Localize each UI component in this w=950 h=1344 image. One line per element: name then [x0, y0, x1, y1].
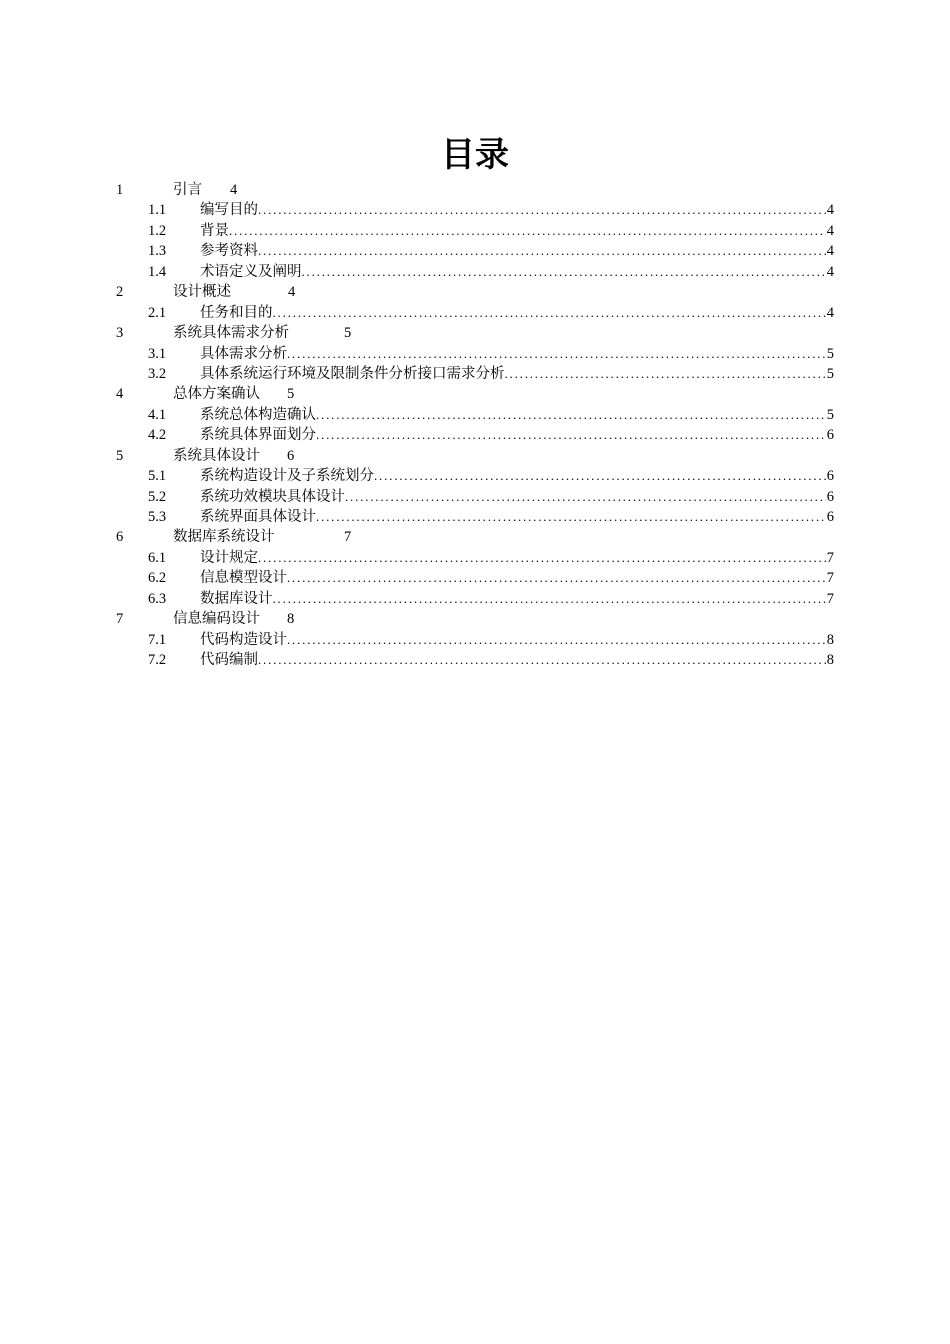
toc-subsection-number: 5.2	[148, 488, 167, 505]
toc-subsection-1.2[interactable]	[0, 221, 950, 241]
toc-subsection-page: 7	[826, 549, 834, 566]
toc-subsection-5.2[interactable]	[0, 487, 950, 507]
dot-leader	[258, 200, 826, 220]
toc-subsection-title: 数据库设计	[200, 590, 273, 607]
toc-section-7[interactable]	[0, 609, 950, 629]
toc-section-6[interactable]	[0, 527, 950, 547]
toc-subsection-number: 5.1	[148, 468, 167, 485]
toc-subsection-7.2[interactable]	[0, 650, 950, 670]
toc-entry-line	[200, 487, 834, 507]
toc-subsection-page: 6	[826, 488, 834, 505]
dot-leader	[505, 364, 826, 384]
toc-subsection-page: 4	[826, 243, 834, 260]
table-of-contents	[0, 180, 950, 671]
toc-section-title: 信息编码设计	[173, 611, 260, 628]
toc-subsection-3.1[interactable]	[0, 344, 950, 364]
toc-subsection-6.3[interactable]	[0, 589, 950, 609]
toc-entry-line	[200, 589, 834, 609]
toc-entry-line	[200, 344, 834, 364]
toc-subsection-title: 参考资料	[200, 243, 258, 260]
toc-entry-line	[200, 425, 834, 445]
toc-section-5[interactable]	[0, 446, 950, 466]
dot-leader	[316, 425, 826, 445]
toc-entry-line	[200, 630, 834, 650]
toc-subsection-number: 7.1	[148, 631, 167, 648]
toc-subsection-number: 4.1	[148, 406, 167, 423]
toc-section-3[interactable]	[0, 323, 950, 343]
toc-section-title: 设计概述	[173, 284, 231, 301]
toc-subsection-1.3[interactable]	[0, 241, 950, 261]
toc-entry-line	[200, 507, 834, 527]
toc-section-title: 系统具体需求分析	[173, 325, 289, 342]
dot-leader	[258, 548, 826, 568]
toc-subsection-number: 6.1	[148, 549, 167, 566]
toc-subsection-4.2[interactable]	[0, 425, 950, 445]
toc-subsection-6.2[interactable]	[0, 568, 950, 588]
toc-section-page: 5	[344, 325, 352, 342]
toc-subsection-title: 编写目的	[200, 202, 258, 219]
toc-section-title: 引言	[173, 182, 202, 198]
toc-subsection-title: 具体需求分析	[200, 345, 287, 362]
toc-subsection-number: 7.2	[148, 652, 167, 669]
toc-subsection-title: 术语定义及阐明	[200, 263, 302, 280]
toc-subsection-page: 4	[826, 263, 834, 280]
toc-subsection-number: 6.3	[148, 590, 167, 607]
toc-entry-line	[200, 241, 834, 261]
toc-section-2[interactable]	[0, 282, 950, 302]
toc-section-page: 8	[287, 611, 295, 628]
toc-subsection-title: 设计规定	[200, 549, 258, 566]
dot-leader	[287, 630, 826, 650]
toc-entry-line	[200, 364, 834, 384]
toc-entry-line	[200, 548, 834, 568]
toc-subsection-6.1[interactable]	[0, 548, 950, 568]
toc-subsection-7.1[interactable]	[0, 630, 950, 650]
toc-entry-line	[200, 262, 834, 282]
toc-section-page: 6	[287, 447, 295, 464]
toc-section-number: 5	[116, 447, 124, 464]
dot-leader	[302, 262, 826, 282]
toc-subsection-3.2[interactable]	[0, 364, 950, 384]
toc-entry-line	[200, 221, 834, 241]
toc-section-page: 7	[344, 529, 352, 546]
dot-leader	[229, 221, 826, 241]
toc-section-number: 4	[116, 386, 124, 403]
toc-section-number: 3	[116, 325, 124, 342]
toc-subsection-1.1[interactable]	[0, 200, 950, 220]
toc-subsection-title: 系统功效模块具体设计	[200, 488, 345, 505]
toc-subsection-5.1[interactable]	[0, 466, 950, 486]
toc-subsection-title: 代码构造设计	[200, 631, 287, 648]
toc-section-number: 7	[116, 611, 124, 628]
page-title: 目录	[441, 135, 509, 175]
toc-subsection-page: 4	[826, 202, 834, 219]
dot-leader	[258, 241, 826, 261]
toc-subsection-number: 1.2	[148, 222, 167, 239]
toc-subsection-number: 4.2	[148, 427, 167, 444]
dot-leader	[345, 487, 826, 507]
toc-subsection-number: 1.4	[148, 263, 167, 280]
toc-subsection-title: 系统界面具体设计	[200, 509, 316, 525]
toc-subsection-title: 信息模型设计	[200, 570, 287, 587]
toc-section-page: 5	[287, 386, 295, 403]
toc-subsection-title: 系统总体构造确认	[200, 406, 316, 423]
toc-subsection-title: 任务和目的	[200, 304, 273, 321]
toc-subsection-page: 6	[826, 509, 834, 525]
dot-leader	[273, 589, 826, 609]
toc-section-title: 数据库系统设计	[173, 529, 275, 546]
toc-subsection-page: 6	[826, 468, 834, 485]
toc-subsection-page: 4	[826, 222, 834, 239]
toc-entry-line	[200, 405, 834, 425]
toc-section-number: 1	[116, 182, 124, 198]
dot-leader	[273, 303, 826, 323]
toc-subsection-4.1[interactable]	[0, 405, 950, 425]
toc-subsection-title: 系统具体界面划分	[200, 427, 316, 444]
toc-subsection-1.4[interactable]	[0, 262, 950, 282]
dot-leader	[287, 344, 826, 364]
toc-section-number: 2	[116, 284, 124, 301]
toc-subsection-page: 8	[826, 652, 834, 669]
toc-section-page: 4	[288, 284, 296, 301]
toc-subsection-number: 1.3	[148, 243, 167, 260]
toc-subsection-number: 3.1	[148, 345, 167, 362]
toc-subsection-number: 5.3	[148, 509, 167, 525]
toc-section-title: 系统具体设计	[173, 447, 260, 464]
toc-subsection-page: 8	[826, 631, 834, 648]
toc-subsection-page: 5	[826, 345, 834, 362]
toc-entry-line	[200, 650, 834, 670]
toc-subsection-title: 背景	[200, 222, 229, 239]
toc-subsection-number: 1.1	[148, 202, 167, 219]
dot-leader	[374, 466, 826, 486]
toc-subsection-page: 7	[826, 590, 834, 607]
toc-entry-line	[200, 200, 834, 220]
toc-section-page: 4	[230, 182, 238, 198]
toc-section-title: 总体方案确认	[173, 386, 260, 403]
toc-subsection-page: 7	[826, 570, 834, 587]
toc-subsection-page: 4	[826, 304, 834, 321]
dot-leader	[287, 568, 826, 588]
dot-leader	[316, 507, 826, 527]
toc-subsection-page: 6	[826, 427, 834, 444]
toc-subsection-5.3[interactable]	[0, 507, 950, 527]
toc-subsection-page: 5	[826, 406, 834, 423]
dot-leader	[258, 650, 826, 670]
toc-subsection-page: 5	[826, 365, 834, 382]
toc-subsection-number: 2.1	[148, 304, 167, 321]
toc-subsection-number: 3.2	[148, 365, 167, 382]
toc-entry-line	[200, 466, 834, 486]
toc-subsection-number: 6.2	[148, 570, 167, 587]
toc-section-4[interactable]	[0, 384, 950, 404]
toc-subsection-2.1[interactable]	[0, 303, 950, 323]
toc-section-1[interactable]	[0, 180, 950, 200]
toc-entry-line	[200, 303, 834, 323]
toc-subsection-title: 系统构造设计及子系统划分	[200, 468, 374, 485]
toc-subsection-title: 代码编制	[200, 652, 258, 669]
toc-section-number: 6	[116, 529, 124, 546]
toc-subsection-title: 具体系统运行环境及限制条件分析接口需求分析	[200, 365, 505, 382]
dot-leader	[316, 405, 826, 425]
toc-entry-line	[200, 568, 834, 588]
